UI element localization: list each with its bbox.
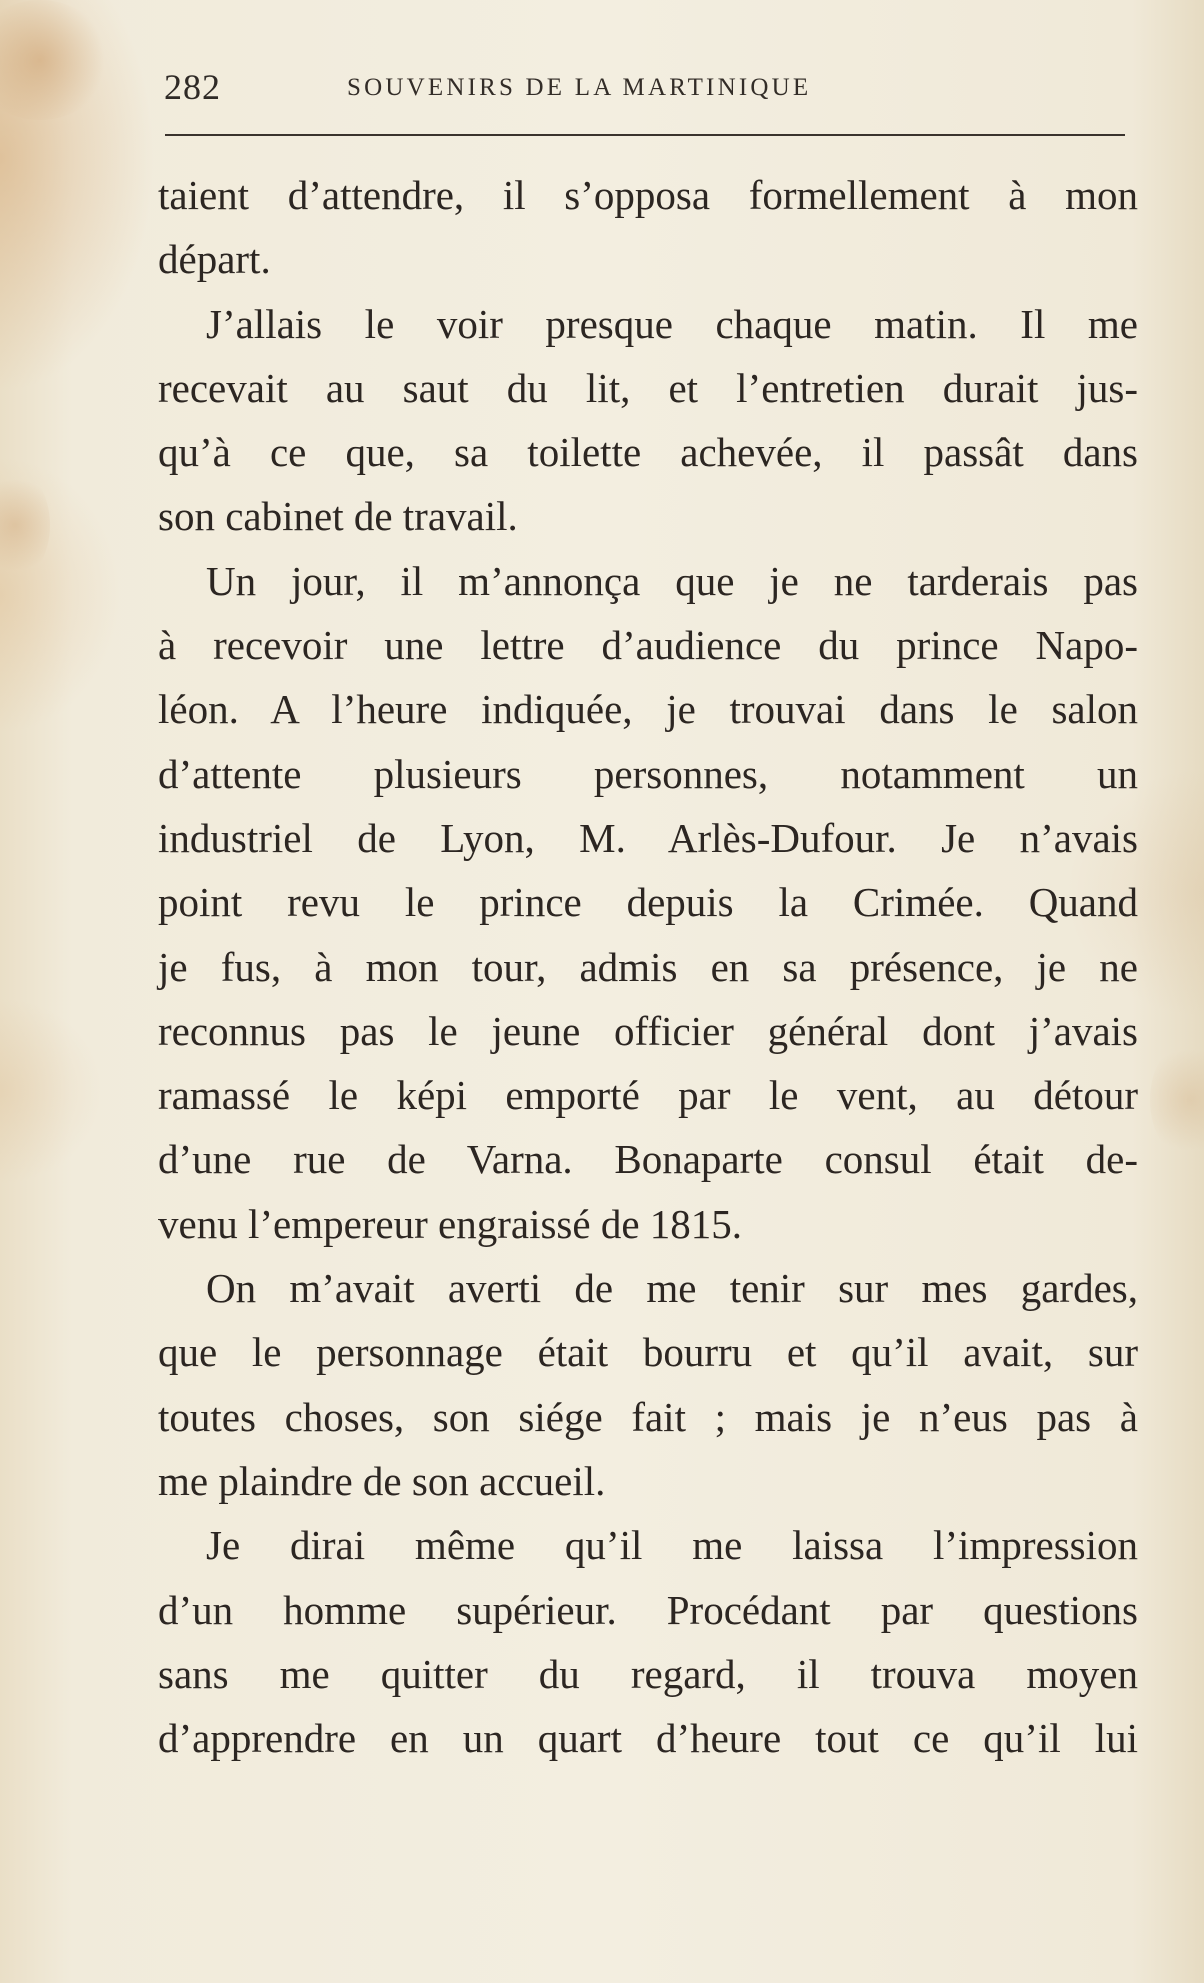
text-line: On m’avait averti de me tenir sur mes gardes, [206,1265,1138,1312]
foxing-stain [1150,1040,1204,1160]
running-head: SOUVENIRS DE LA MARTINIQUE [347,74,812,101]
foxing-stain [0,470,50,580]
text-line: à recevoir une lettre d’audience du prince Napo- [158,622,1138,669]
text-line: d’un homme supérieur. Procédant par questions [158,1586,1138,1633]
text-line: sans me quitter du regard, il trouva moyen [158,1650,1138,1697]
foxing-stain [0,0,110,120]
text-line: ramassé le képi emporté par le vent, au détour [158,1072,1138,1119]
text-line: venu l’empereur engraissé de 1815. [158,1200,743,1247]
text-line: d’attente plusieurs personnes, notamment un [158,750,1138,797]
text-line: me plaindre de son accueil. [158,1457,606,1504]
text-line: recevait au saut du lit, et l’entretien durait jus- [158,364,1138,411]
text-line: je fus, à mon tour, admis en sa présence, je ne [158,943,1138,990]
text-line: J’allais le voir presque chaque matin. Il me [206,300,1138,347]
text-line: Un jour, il m’annonça que je ne tarderais pas [206,557,1138,604]
text-line: qu’à ce que, sa toilette achevée, il passât dans [158,429,1138,476]
text-line: point revu le prince depuis la Crimée. Quand [158,879,1138,926]
text-line: d’apprendre en un quart d’heure tout ce qu’il lui [158,1715,1138,1762]
header-rule [165,134,1125,136]
text-line: léon. A l’heure indiquée, je trouvai dans le salon [158,686,1138,733]
text-line: départ. [158,236,271,283]
text-line: toutes choses, son siége fait ; mais je n’eus pas à [158,1393,1138,1440]
page-number: 282 [164,67,221,107]
text-line: Je dirai même qu’il me laissa l’impression [206,1522,1138,1569]
text-line: taient d’attendre, il s’opposa formellement à mon [158,172,1138,218]
text-line: d’une rue de Varna. Bonaparte consul était de- [158,1136,1138,1183]
text-line: que le personnage était bourru et qu’il avait, sur [158,1329,1138,1376]
text-line: industriel de Lyon, M. Arlès-Dufour. Je n’avais [158,814,1138,861]
text-line: reconnus pas le jeune officier général dont j’avais [158,1007,1138,1054]
text-line: son cabinet de travail. [158,493,518,540]
body-text [158,163,1138,1770]
page-header [164,66,1126,112]
